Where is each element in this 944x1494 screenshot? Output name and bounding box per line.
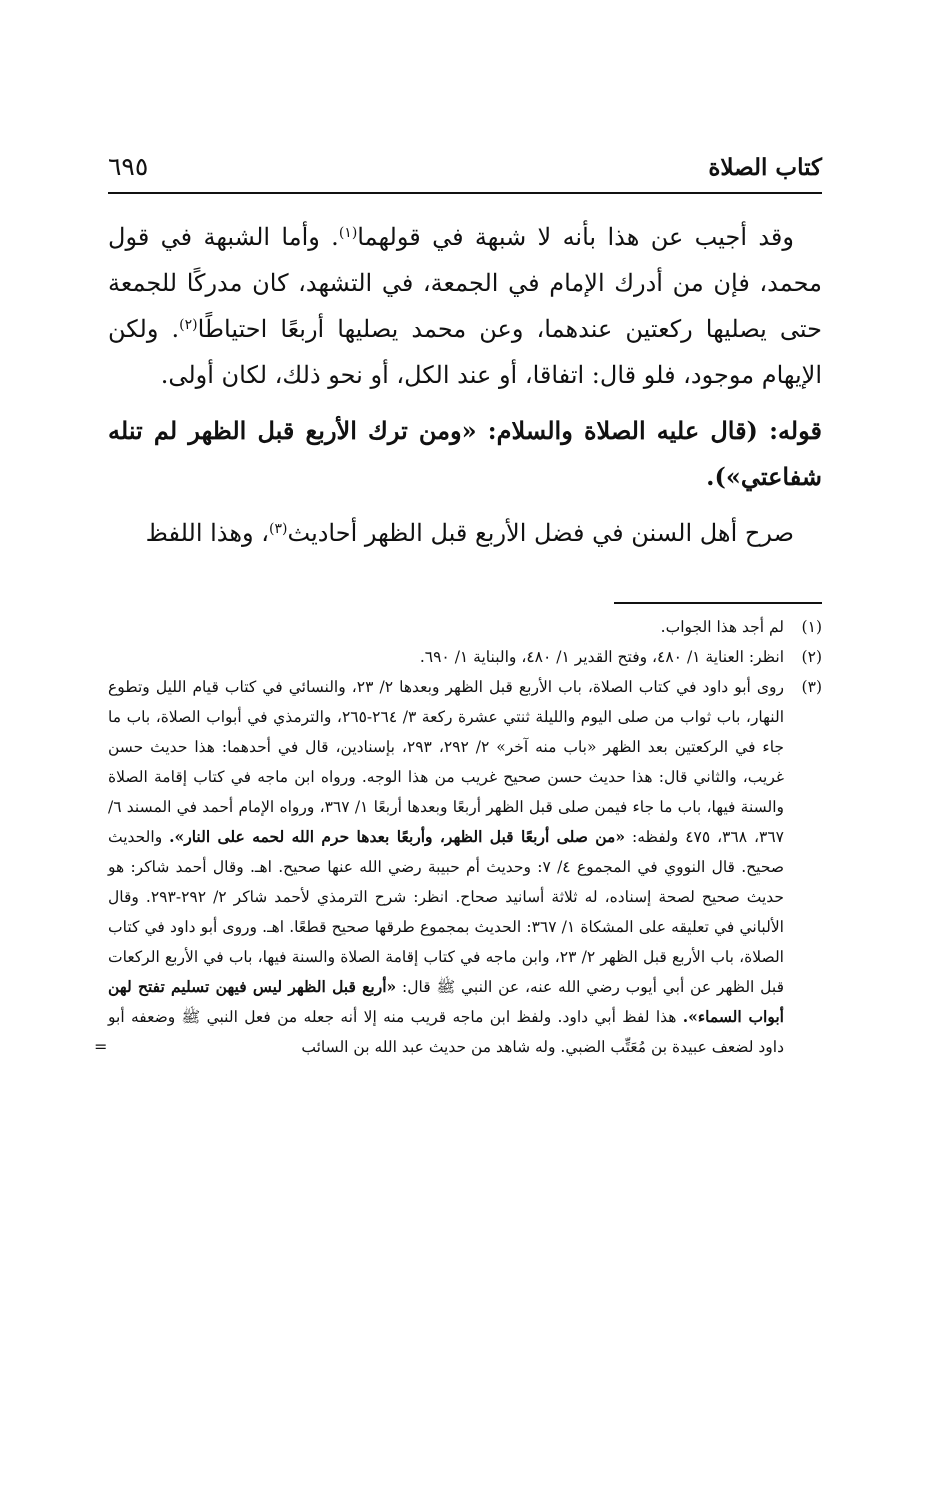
- footnote-text: لم أجد هذا الجواب.: [660, 618, 784, 636]
- footnote-ref-3[interactable]: (٣): [269, 521, 288, 537]
- quote-lead: قوله:: [769, 416, 822, 445]
- paragraph-3: صرح أهل السنن في فضل الأربع قبل الظهر أحاديث$^{(٣)}$، وهذا اللفظ: [145, 519, 794, 547]
- hadith-quote: «أربع قبل الظهر ليس فيهن تسليم تفتح لهن أبواب السماء».: [108, 977, 784, 1026]
- book-title: كتاب الصلاة: [708, 154, 822, 181]
- footnote-2: [108, 642, 822, 672]
- paragraph-1: وقد أجيب عن هذا بأنه لا شبهة في قولهما$^{(١)}$. وأما الشبهة في قول محمد، فإن من أدرك الإمام في الجمعة، في التشهد، كان مدركًا للجمعة حتى يصليها ركعتين عندهما، وعن محمد يصليها أربعًا احتياطًا$^{(٢)}$. ولكن الإيهام موجود، فلو قال: اتفاقا، أو عند الكل، أو نحو ذلك، لكان أولى.: [108, 223, 822, 389]
- footnote-text: والحديث صحيح. قال النووي في المجموع ٤/ ٧: وحديث أم حبيبة رضي الله عنها صحيح. اهـ. وقال أحمد شاكر: هو حديث صحيح لصحة إسناده، له ثلاثة أسانيد صحاح. انظر: شرح الترمذي لأحمد شاكر ٢/ ٢٩٢-٢٩٣. وقال الألباني في تعليقه على المشكاة ١/ ٣٦٧: الحديث بمجموع طرقها صحيح قطعًا. اهـ. وروى أبو داود في كتاب الصلاة، باب الأربع قبل الظهر ٢/ ٢٣، وابن ماجه في كتاب إقامة الصلاة والسنة فيها، باب في الأربع الركعات قبل الظهر عن أبي أيوب رضي الله عنه، عن النبي ﷺ قال:: [108, 828, 785, 996]
- continuation-mark: =: [94, 1037, 108, 1056]
- footnote-number: (١): [801, 618, 822, 636]
- footnote-ref-1[interactable]: (١): [338, 225, 358, 241]
- paragraph-2-quote: [108, 408, 822, 500]
- footnotes: [94, 612, 822, 1062]
- footnote-number: (٣): [801, 678, 822, 696]
- footnote-3: [94, 672, 822, 1062]
- header-divider: [108, 192, 822, 194]
- footnote-number: (٢): [801, 648, 822, 666]
- footnote-text: انظر: العناية ١/ ٤٨٠، وفتح القدير ١/ ٤٨٠، والبناية ١/ ٦٩٠.: [419, 648, 784, 666]
- hadith-quote: «من صلى أربعًا قبل الظهر، وأربعًا بعدها حرم الله لحمه على النار».: [169, 827, 626, 846]
- running-header: [108, 148, 822, 192]
- quote-text: (قال عليه الصلاة والسلام: «ومن ترك الأربع قبل الظهر لم تنله شفاعتي»).: [108, 416, 822, 491]
- footnote-1: [108, 612, 822, 642]
- page-number: ٦٩٥: [108, 152, 149, 181]
- footnote-divider: [614, 602, 822, 604]
- footnote-ref-2[interactable]: (٢): [179, 317, 198, 333]
- footnote-text: هذا لفظ أبي داود. ولفظ ابن ماجه قريب منه إلا أنه جعله من فعل النبي ﷺ وضعفه أبو داود لضعف عبيدة بن مُعَتِّب الضبي. وله شاهد من حديث عبد الله بن السائب: [108, 1008, 784, 1056]
- main-text: [108, 214, 822, 556]
- footnote-text: روى أبو داود في كتاب الصلاة، باب الأربع قبل الظهر وبعدها ٢/ ٢٣، والنسائي في كتاب قيام الليل وتطوع النهار، باب ثواب من صلى اليوم والليلة ثنتي عشرة ركعة ٣/ ٢٦٤-٢٦٥، والترمذي في أبواب الصلاة، باب ما جاء في الركعتين بعد الظهر «باب منه آخر» ٢/ ٢٩٢، ٢٩٣، بإسنادين، قال في أحدهما: هذا حديث حسن غريب، والثاني قال: هذا حديث حسن صحيح غريب من هذا الوجه. ورواه ابن ماجه في كتاب إقامة الصلاة والسنة فيها، باب ما جاء فيمن صلى قبل الظهر أربعًا وبعدها أربعًا ١/ ٣٦٧، ورواه الإمام أحمد في المسند ٦/ ٣٦٧، ٣٦٨، ٤٧٥ ولفظه:: [108, 678, 785, 846]
